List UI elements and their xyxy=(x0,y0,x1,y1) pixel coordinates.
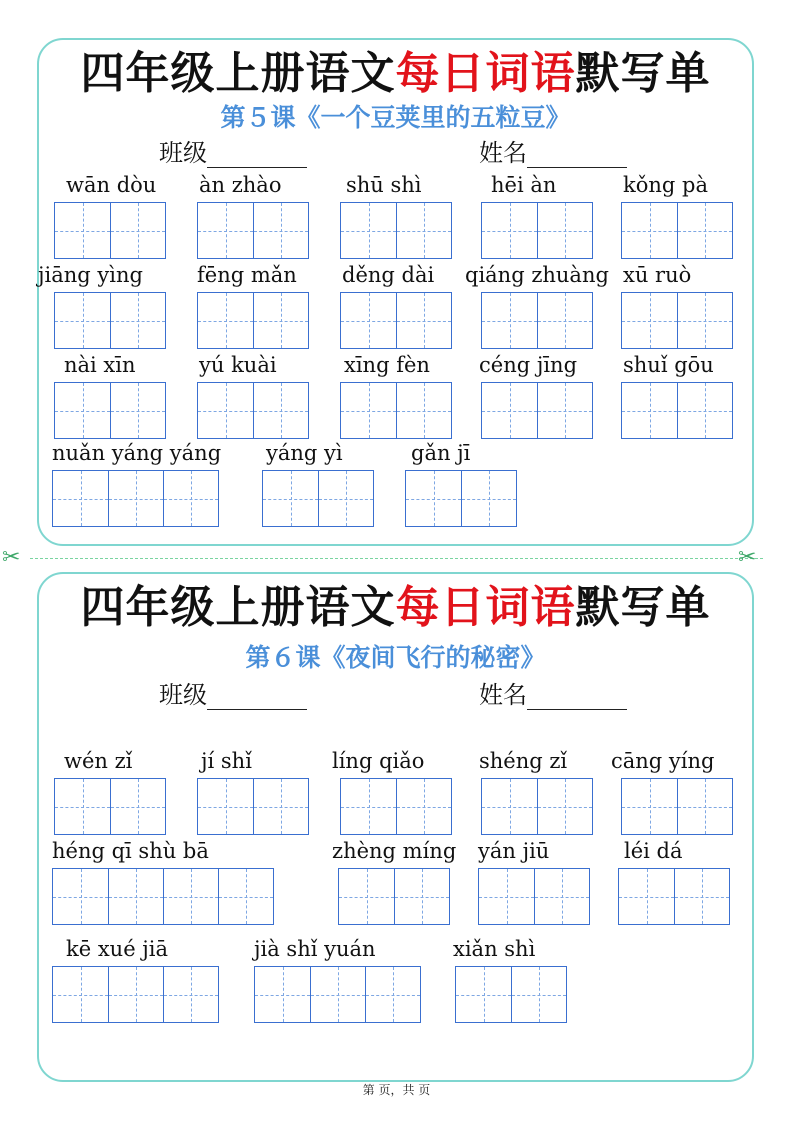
tianzige-cell[interactable] xyxy=(55,779,110,834)
name-label: 姓名 xyxy=(479,681,527,709)
word-item xyxy=(332,748,452,835)
word-pinyin: hēi àn xyxy=(491,173,557,197)
tianzige-cell[interactable] xyxy=(396,293,451,348)
writing-grid xyxy=(54,202,166,259)
tianzige-cell[interactable] xyxy=(396,203,451,258)
writing-grid xyxy=(197,382,309,439)
word-pinyin: àn zhào xyxy=(199,173,282,197)
word-item xyxy=(340,352,452,439)
tianzige-cell[interactable] xyxy=(253,383,308,438)
tianzige-cell[interactable] xyxy=(394,869,449,924)
tianzige-cell[interactable] xyxy=(622,383,677,438)
writing-grid xyxy=(621,778,733,835)
tianzige-cell[interactable] xyxy=(677,203,732,258)
tianzige-cell[interactable] xyxy=(396,383,451,438)
word-pinyin: kē xué jiā xyxy=(66,937,169,961)
word-item xyxy=(197,748,309,835)
word-item xyxy=(465,262,609,349)
class-label: 班级 xyxy=(159,681,207,709)
name-blank[interactable] xyxy=(527,141,627,168)
class-blank[interactable] xyxy=(207,683,307,710)
worksheet-title: 四年级上册语文每日词语默写单 xyxy=(80,582,711,633)
word-item xyxy=(455,936,567,1023)
name-field xyxy=(479,680,627,710)
writing-grid xyxy=(621,382,733,439)
writing-grid xyxy=(481,382,593,439)
word-pinyin: yán jiū xyxy=(478,839,550,863)
writing-grid xyxy=(340,382,452,439)
word-item xyxy=(262,440,374,527)
tianzige-cell[interactable] xyxy=(198,383,253,438)
tianzige-cell[interactable] xyxy=(198,779,253,834)
tianzige-cell[interactable] xyxy=(537,383,592,438)
word-item xyxy=(611,748,733,835)
tianzige-cell[interactable] xyxy=(674,869,729,924)
word-item xyxy=(481,352,593,439)
tianzige-cell[interactable] xyxy=(456,967,511,1022)
tianzige-cell[interactable] xyxy=(110,293,165,348)
tianzige-cell[interactable] xyxy=(255,967,310,1022)
word-item xyxy=(54,172,166,259)
writing-grid xyxy=(481,778,593,835)
word-item xyxy=(621,172,733,259)
class-label: 班级 xyxy=(159,139,207,167)
writing-grid xyxy=(197,292,309,349)
scissors-icon: ✂ xyxy=(738,545,757,570)
worksheet-title: 四年级上册语文每日词语默写单 xyxy=(80,48,711,99)
word-item xyxy=(340,262,452,349)
tianzige-cell[interactable] xyxy=(163,869,218,924)
writing-grid xyxy=(52,470,219,527)
word-item xyxy=(197,172,309,259)
tianzige-cell[interactable] xyxy=(396,779,451,834)
class-field xyxy=(159,680,307,710)
word-pinyin: gǎn jī xyxy=(411,441,471,465)
word-item xyxy=(405,440,517,527)
word-item xyxy=(618,838,730,925)
word-pinyin: xīng fèn xyxy=(344,353,430,377)
word-pinyin: líng qiǎo xyxy=(332,749,425,773)
word-pinyin: jí shǐ xyxy=(201,749,252,773)
word-pinyin: wān dòu xyxy=(66,173,157,197)
tianzige-cell[interactable] xyxy=(53,869,108,924)
tianzige-cell[interactable] xyxy=(479,869,534,924)
word-item xyxy=(52,440,221,527)
word-item xyxy=(52,936,219,1023)
writing-grid xyxy=(340,778,452,835)
tianzige-cell[interactable] xyxy=(53,967,108,1022)
word-pinyin: jià shǐ yuán xyxy=(254,937,376,961)
writing-grid xyxy=(54,382,166,439)
tianzige-cell[interactable] xyxy=(53,471,108,526)
lesson-subtitle: 第５课《一个豆荚里的五粒豆》 xyxy=(220,103,571,132)
tianzige-cell[interactable] xyxy=(341,293,396,348)
tianzige-cell[interactable] xyxy=(677,383,732,438)
word-item xyxy=(340,172,452,259)
word-item xyxy=(481,748,593,835)
tianzige-cell[interactable] xyxy=(482,383,537,438)
tianzige-cell[interactable] xyxy=(341,779,396,834)
word-item xyxy=(54,352,166,439)
word-pinyin: héng qī shù bā xyxy=(52,839,209,863)
word-item xyxy=(52,838,274,925)
name-blank[interactable] xyxy=(527,683,627,710)
word-pinyin: cāng yíng xyxy=(611,749,715,773)
tianzige-cell[interactable] xyxy=(622,293,677,348)
writing-grid xyxy=(481,202,593,259)
class-field xyxy=(159,138,307,168)
word-item xyxy=(197,352,309,439)
word-item xyxy=(254,936,421,1023)
word-item xyxy=(621,262,733,349)
writing-grid xyxy=(340,202,452,259)
lesson-subtitle: 第６课《夜间飞行的秘密》 xyxy=(245,643,546,672)
word-item xyxy=(332,838,457,925)
writing-grid xyxy=(405,470,517,527)
word-item xyxy=(481,172,593,259)
writing-grid xyxy=(197,778,309,835)
writing-grid xyxy=(52,868,274,925)
scissors-icon: ✂ xyxy=(2,545,21,570)
class-blank[interactable] xyxy=(207,141,307,168)
tianzige-cell[interactable] xyxy=(163,471,218,526)
word-item xyxy=(197,262,309,349)
writing-grid xyxy=(621,202,733,259)
word-pinyin: kǒng pà xyxy=(623,173,708,197)
tianzige-cell[interactable] xyxy=(339,869,394,924)
word-pinyin: xū ruò xyxy=(623,263,692,287)
word-pinyin: shéng zǐ xyxy=(479,749,568,773)
tianzige-cell[interactable] xyxy=(110,779,165,834)
tianzige-cell[interactable] xyxy=(341,203,396,258)
tianzige-cell[interactable] xyxy=(110,203,165,258)
tianzige-cell[interactable] xyxy=(163,967,218,1022)
writing-grid xyxy=(340,292,452,349)
tianzige-cell[interactable] xyxy=(461,471,516,526)
tianzige-cell[interactable] xyxy=(198,293,253,348)
tianzige-cell[interactable] xyxy=(253,293,308,348)
tianzige-cell[interactable] xyxy=(55,383,110,438)
tianzige-cell[interactable] xyxy=(253,203,308,258)
tianzige-cell[interactable] xyxy=(55,203,110,258)
cut-line xyxy=(30,558,763,559)
word-pinyin: shū shì xyxy=(346,173,422,197)
tianzige-cell[interactable] xyxy=(218,869,273,924)
word-item xyxy=(38,262,166,349)
tianzige-cell[interactable] xyxy=(198,203,253,258)
word-pinyin: qiáng zhuàng xyxy=(465,263,609,287)
word-item xyxy=(621,352,733,439)
word-pinyin: shuǐ gōu xyxy=(623,353,714,377)
tianzige-cell[interactable] xyxy=(511,967,566,1022)
tianzige-cell[interactable] xyxy=(534,869,589,924)
tianzige-cell[interactable] xyxy=(537,779,592,834)
tianzige-cell[interactable] xyxy=(365,967,420,1022)
tianzige-cell[interactable] xyxy=(310,967,365,1022)
word-item xyxy=(54,748,166,835)
tianzige-cell[interactable] xyxy=(110,383,165,438)
writing-grid xyxy=(478,868,590,925)
tianzige-cell[interactable] xyxy=(263,471,318,526)
tianzige-cell[interactable] xyxy=(482,293,537,348)
tianzige-cell[interactable] xyxy=(677,293,732,348)
word-pinyin: nuǎn yáng yáng xyxy=(52,441,222,465)
word-pinyin: nài xīn xyxy=(64,353,136,377)
tianzige-cell[interactable] xyxy=(341,383,396,438)
word-pinyin: céng jīng xyxy=(479,353,578,377)
writing-grid xyxy=(197,202,309,259)
tianzige-cell[interactable] xyxy=(253,779,308,834)
writing-grid xyxy=(621,292,733,349)
tianzige-cell[interactable] xyxy=(108,967,163,1022)
writing-grid xyxy=(54,292,166,349)
tianzige-cell[interactable] xyxy=(622,203,677,258)
word-pinyin: zhèng míng xyxy=(332,839,457,863)
word-pinyin: léi dá xyxy=(624,839,683,863)
tianzige-cell[interactable] xyxy=(622,779,677,834)
writing-grid xyxy=(618,868,730,925)
tianzige-cell[interactable] xyxy=(537,203,592,258)
tianzige-cell[interactable] xyxy=(108,869,163,924)
writing-grid xyxy=(338,868,450,925)
word-pinyin: xiǎn shì xyxy=(453,937,536,961)
word-pinyin: děng dài xyxy=(342,263,435,287)
word-pinyin: fēng mǎn xyxy=(197,263,297,287)
name-label: 姓名 xyxy=(479,139,527,167)
writing-grid xyxy=(481,292,593,349)
tianzige-cell[interactable] xyxy=(108,471,163,526)
writing-grid xyxy=(254,966,421,1023)
word-pinyin: yú kuài xyxy=(199,353,277,377)
tianzige-cell[interactable] xyxy=(406,471,461,526)
writing-grid xyxy=(54,778,166,835)
tianzige-cell[interactable] xyxy=(482,779,537,834)
word-pinyin: jiāng yìng xyxy=(38,263,143,287)
tianzige-cell[interactable] xyxy=(537,293,592,348)
writing-grid xyxy=(262,470,374,527)
tianzige-cell[interactable] xyxy=(619,869,674,924)
writing-grid xyxy=(455,966,567,1023)
word-item xyxy=(478,838,590,925)
tianzige-cell[interactable] xyxy=(677,779,732,834)
writing-grid xyxy=(52,966,219,1023)
page-footer: 第 页，共 页 xyxy=(362,1083,431,1097)
tianzige-cell[interactable] xyxy=(318,471,373,526)
name-field xyxy=(479,138,627,168)
tianzige-cell[interactable] xyxy=(482,203,537,258)
word-pinyin: yáng yì xyxy=(266,441,343,465)
tianzige-cell[interactable] xyxy=(55,293,110,348)
word-pinyin: wén zǐ xyxy=(64,749,133,773)
